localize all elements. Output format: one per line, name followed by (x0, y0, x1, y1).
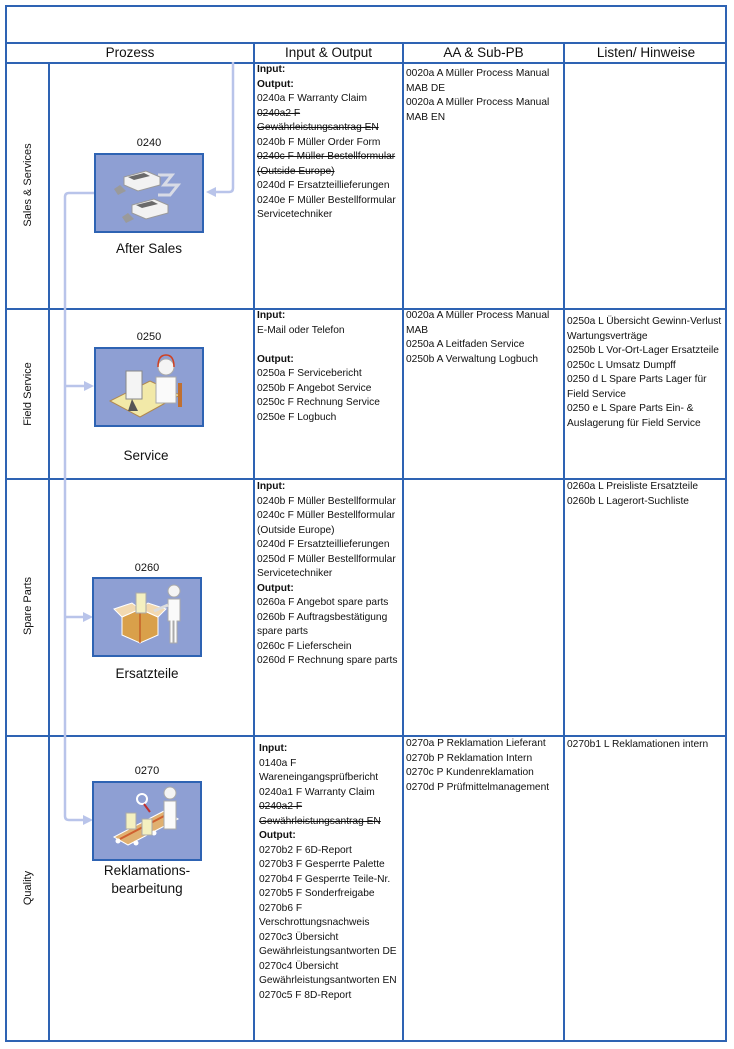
io-item: 0240c F Müller Bestellformular (Outside Europe) (257, 510, 396, 536)
io-section-label: Output: (257, 78, 294, 90)
aa-cell-0250 (406, 309, 563, 367)
process-name: Ersatzteile (115, 666, 179, 681)
io-section-label: Input: (257, 481, 286, 492)
process-name: Service (123, 448, 169, 463)
io-item: 0260d F Rechnung spare parts (257, 655, 398, 666)
arrowhead-icon (84, 381, 94, 391)
lane-label-quality: Quality (22, 870, 34, 906)
io-item: 0270b3 F Gesperrte Palette (259, 859, 385, 870)
lane-label-field-service: Field Service (22, 362, 34, 426)
process-number: 0270 (134, 765, 160, 777)
io-item: 0250b F Angebot Service (257, 382, 372, 394)
io-item: 0240d F Ersatzteillieferungen (257, 180, 390, 191)
process-box-ersatzteile[interactable] (92, 577, 202, 657)
listen-item: 0250c L Umsatz Dumpff (567, 359, 676, 371)
aa-item: 0270b P Reklamation Intern (406, 752, 533, 764)
process-name (77, 862, 217, 898)
listen-item: 0250a L Übersicht Gewinn-Verlust Wartungsverträge (567, 316, 722, 342)
io-item: 0270b6 F Verschrottungsnachweis (259, 902, 370, 928)
listen-item: 0250b L Vor-Ort-Lager Ersatzteile (567, 345, 719, 356)
io-item: 0250a F Servicebericht (257, 368, 362, 379)
io-item: 0240b F Müller Bestellformular (257, 495, 396, 507)
call-center-agent-icon (96, 349, 202, 425)
process-box-reklamationsbearbeitung[interactable] (92, 781, 202, 861)
io-item: 0260a F Angebot spare parts (257, 597, 389, 608)
io-section-label: Input: (257, 310, 286, 321)
io-section-label: Input: (259, 743, 288, 754)
header-listen-hinweise: Listen/ Hinweise (596, 45, 696, 60)
io-item: 0240a F Warranty Claim (257, 93, 368, 104)
io-cell-0250 (257, 309, 402, 425)
connector-line (65, 193, 94, 820)
conveyor-inspection-icon (94, 783, 200, 859)
io-item: 0270b4 F Gesperrte Teile-Nr. (259, 873, 391, 885)
process-box-service[interactable] (94, 347, 204, 427)
listen-item: 0270b1 L Reklamationen intern (567, 739, 709, 750)
listen-cell-0270 (567, 738, 725, 753)
io-cell-0270 (259, 742, 402, 1003)
io-item: 0240b F Müller Order Form (257, 136, 381, 148)
listen-item: 0260b L Lagerort-Suchliste (567, 495, 689, 507)
io-item: 0270b5 F Sonderfreigabe (259, 888, 375, 899)
process-name-line: bearbeitung (111, 881, 183, 896)
io-item: 0240d F Ersatzteillieferungen (257, 539, 390, 550)
header-input-output: Input & Output (284, 45, 373, 60)
io-item: E-Mail oder Telefon (257, 324, 345, 336)
process-name: After Sales (115, 241, 183, 256)
aa-item: 0250a A Leitfaden Service (406, 339, 525, 350)
io-item: 0140a F Wareneingangsprüfbericht (259, 757, 379, 783)
packing-box-person-icon (94, 579, 200, 655)
io-section-label: Output: (257, 353, 294, 365)
io-item: 0240a2 F Gewährleistungsantrag EN (259, 801, 381, 827)
aa-item: 0270c P Kundenreklamation (406, 767, 534, 778)
aa-item: 0020a A Müller Process Manual MAB EN (406, 97, 550, 123)
process-number: 0240 (136, 137, 162, 149)
aa-cell-0270 (406, 737, 566, 795)
arrowhead-icon (206, 187, 216, 197)
process-box-after-sales[interactable] (94, 153, 204, 233)
listen-item: 0250 d L Spare Parts Lager für Field Service (567, 374, 707, 400)
lane-label-spare-parts: Spare Parts (22, 576, 34, 636)
connector-line (216, 62, 233, 192)
process-name-line: Reklamations- (103, 863, 191, 878)
listen-cell-0260 (567, 480, 725, 509)
io-section-label: Input: (257, 64, 286, 75)
io-item: 0240a1 F Warranty Claim (259, 786, 375, 798)
header-prozess: Prozess (105, 45, 155, 60)
aa-item: 0020a A Müller Process Manual MAB (406, 310, 550, 336)
io-item: 0270c3 Übersicht Gewährleistungsantworten DE (259, 931, 397, 957)
io-cell-0240 (257, 63, 402, 223)
telephones-icon (96, 155, 202, 231)
process-number: 0250 (136, 331, 162, 343)
io-item: 0260c F Lieferschein (257, 640, 352, 652)
aa-cell-0240 (406, 67, 563, 125)
io-cell-0260 (257, 480, 407, 669)
io-item: 0250e F Logbuch (257, 411, 337, 423)
spacer (257, 338, 402, 353)
listen-item: 0250 e L Spare Parts Ein- & Auslagerung für Field Service (567, 403, 701, 429)
aa-item: 0270a P Reklamation Lieferant (406, 738, 546, 749)
io-item: 0250c F Rechnung Service (257, 397, 380, 408)
io-item: 0260b F Auftragsbestätigung spare parts (257, 611, 388, 637)
io-item: 0270b2 F 6D-Report (259, 844, 352, 856)
io-item: 0240a2 F Gewährleistungsantrag EN (257, 107, 379, 133)
io-item: 0270c5 F 8D-Report (259, 989, 352, 1001)
io-section-label: Output: (257, 582, 294, 594)
io-item: 0250d F Müller Bestellformular Servicetechniker (257, 553, 396, 579)
io-section-label: Output: (259, 830, 296, 841)
aa-item: 0020a A Müller Process Manual MAB DE (406, 68, 550, 94)
io-item: 0270c4 Übersicht Gewährleistungsantworten EN (259, 960, 397, 986)
listen-item: 0260a L Preisliste Ersatzteile (567, 481, 698, 492)
aa-item: 0270d P Prüfmittelmanagement (406, 781, 550, 793)
process-number: 0260 (134, 562, 160, 574)
lane-label-sales-services: Sales & Services (22, 143, 34, 227)
io-item: 0240e F Müller Bestellformular Servicetechniker (257, 194, 396, 220)
header-aa-sub-pb: AA & Sub-PB (443, 45, 524, 60)
io-item: 0240c F Müller Bestellformular (Outside Europe) (257, 151, 396, 177)
listen-cell-0250 (567, 315, 725, 431)
aa-item: 0250b A Verwaltung Logbuch (406, 353, 538, 365)
